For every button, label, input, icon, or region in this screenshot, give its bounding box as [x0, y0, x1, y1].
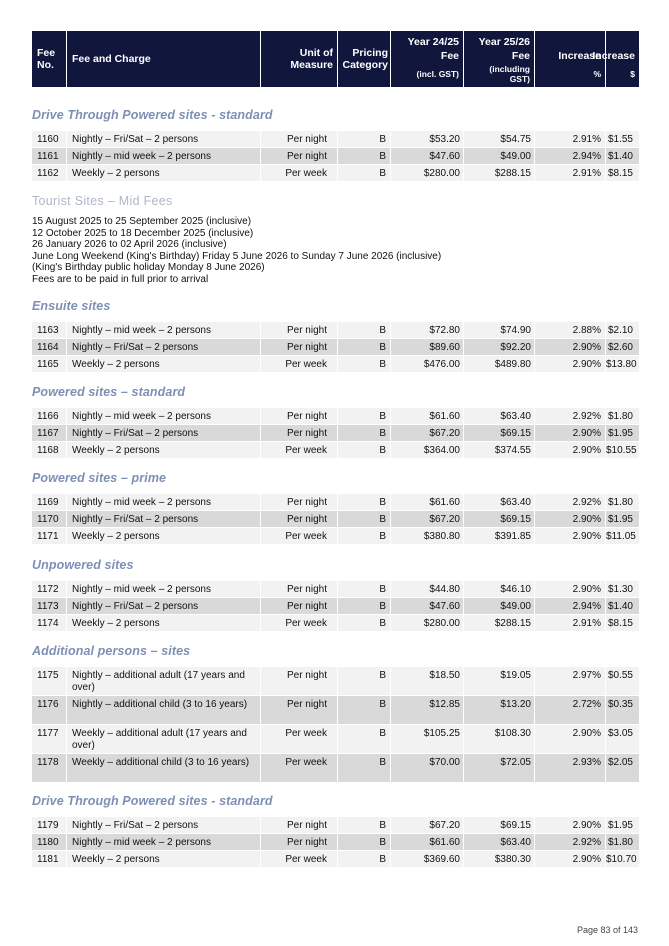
section-heading: Additional persons – sites: [32, 644, 191, 658]
unit-of-measure: Per night: [261, 131, 337, 147]
pricing-category: B: [338, 581, 390, 597]
fee-no: 1175: [32, 667, 66, 695]
fee-no: 1180: [32, 834, 66, 850]
fee-description: Weekly – additional child (3 to 16 years): [67, 754, 260, 782]
table-row: [32, 425, 639, 441]
unit-of-measure: Per week: [261, 528, 337, 544]
table-row: [32, 667, 639, 695]
fee-description: Weekly – 2 persons: [67, 442, 260, 458]
table-row: [32, 408, 639, 424]
table-row: [32, 725, 639, 753]
fee-no: 1174: [32, 615, 66, 631]
fee-2425: $380.80: [391, 528, 463, 544]
increase-pct: 2.91%: [535, 615, 605, 631]
fee-no: 1168: [32, 442, 66, 458]
increase-dol: $3.05: [606, 725, 639, 753]
fee-no: 1177: [32, 725, 66, 753]
fee-no: 1170: [32, 511, 66, 527]
fee-2526: $49.00: [464, 598, 534, 614]
increase-dol: $1.30: [606, 581, 639, 597]
note-line: 15 August 2025 to 25 September 2025 (inclusive): [32, 216, 252, 227]
table-row: [32, 817, 639, 833]
fee-no: 1172: [32, 581, 66, 597]
fee-2425: $47.60: [391, 598, 463, 614]
header-pricing-category: Pricing Category: [338, 31, 390, 87]
fee-2526: $69.15: [464, 425, 534, 441]
fee-description: Nightly – Fri/Sat – 2 persons: [67, 511, 260, 527]
table-row: [32, 356, 639, 372]
fee-no: 1176: [32, 696, 66, 724]
section-heading: Powered sites – prime: [32, 471, 167, 485]
section-heading: Powered sites – standard: [32, 385, 186, 399]
increase-pct: 2.72%: [535, 696, 605, 724]
fee-description: Nightly – Fri/Sat – 2 persons: [67, 425, 260, 441]
page-number: Page 83 of 143: [576, 925, 638, 935]
pricing-category: B: [338, 165, 390, 181]
section-heading: Drive Through Powered sites - standard: [32, 108, 273, 122]
unit-of-measure: Per week: [261, 442, 337, 458]
increase-dol: $2.05: [606, 754, 639, 782]
pricing-category: B: [338, 131, 390, 147]
increase-dol: $1.40: [606, 148, 639, 164]
pricing-category: B: [338, 356, 390, 372]
fee-2425: $47.60: [391, 148, 463, 164]
table-header: [32, 31, 639, 87]
increase-pct: 2.91%: [535, 131, 605, 147]
fee-2526: $49.00: [464, 148, 534, 164]
increase-pct: 2.92%: [535, 408, 605, 424]
increase-pct: 2.90%: [535, 528, 605, 544]
fee-description: Weekly – 2 persons: [67, 165, 260, 181]
header-increase-pct: Increase %: [535, 31, 605, 87]
table-row: [32, 165, 639, 181]
season-notes: [32, 216, 441, 286]
note-line: June Long Weekend (King's Birthday) Friday 5 June 2026 to Sunday 7 June 2026 (inclusive): [32, 250, 442, 262]
fee-2526: $54.75: [464, 131, 534, 147]
fee-2425: $12.85: [391, 696, 463, 724]
fee-2425: $364.00: [391, 442, 463, 458]
fee-2425: $89.60: [391, 339, 463, 355]
header-fee-no: Fee No.: [32, 31, 66, 87]
increase-pct: 2.92%: [535, 494, 605, 510]
increase-dol: $1.55: [606, 131, 639, 147]
fee-2526: $69.15: [464, 511, 534, 527]
increase-dol: $1.80: [606, 834, 639, 850]
fee-description: Weekly – 2 persons: [67, 615, 260, 631]
fee-2425: $476.00: [391, 356, 463, 372]
pricing-category: B: [338, 322, 390, 338]
fee-no: 1181: [32, 851, 66, 867]
pricing-category: B: [338, 339, 390, 355]
pricing-category: B: [338, 667, 390, 695]
fee-description: Nightly – Fri/Sat – 2 persons: [67, 339, 260, 355]
pricing-category: B: [338, 528, 390, 544]
fee-no: 1165: [32, 356, 66, 372]
note-line: 12 October 2025 to 18 December 2025 (inclusive): [32, 227, 254, 239]
fee-2425: $61.60: [391, 408, 463, 424]
fee-2425: $67.20: [391, 817, 463, 833]
fee-description: Nightly – mid week – 2 persons: [67, 322, 260, 338]
fee-2526: $391.85: [464, 528, 534, 544]
fee-2526: $19.05: [464, 667, 534, 695]
unit-of-measure: Per night: [261, 511, 337, 527]
fee-description: Nightly – Fri/Sat – 2 persons: [67, 598, 260, 614]
fee-2425: $61.60: [391, 834, 463, 850]
fee-2425: $61.60: [391, 494, 463, 510]
increase-dol: $0.55: [606, 667, 639, 695]
fee-description: Nightly – mid week – 2 persons: [67, 408, 260, 424]
increase-pct: 2.94%: [535, 148, 605, 164]
unit-of-measure: Per night: [261, 408, 337, 424]
fee-description: Nightly – mid week – 2 persons: [67, 581, 260, 597]
header-unit-of-measure: Unit of Measure: [261, 31, 337, 87]
unit-of-measure: Per night: [261, 598, 337, 614]
fee-2526: $108.30: [464, 725, 534, 753]
increase-dol: $8.15: [606, 165, 639, 181]
increase-pct: 2.92%: [535, 834, 605, 850]
pricing-category: B: [338, 442, 390, 458]
fee-2425: $53.20: [391, 131, 463, 147]
increase-pct: 2.88%: [535, 322, 605, 338]
table-row: [32, 598, 639, 614]
table-row: [32, 696, 639, 724]
unit-of-measure: Per week: [261, 754, 337, 782]
fee-description: Nightly – mid week – 2 persons: [67, 148, 260, 164]
fee-no: 1178: [32, 754, 66, 782]
increase-pct: 2.90%: [535, 356, 605, 372]
fee-description: Nightly – additional child (3 to 16 years): [67, 696, 260, 724]
header-increase-dol: Increase $: [606, 31, 639, 87]
increase-dol: $1.80: [606, 408, 639, 424]
increase-dol: $0.35: [606, 696, 639, 724]
pricing-category: B: [338, 754, 390, 782]
pricing-category: B: [338, 834, 390, 850]
fee-2526: $72.05: [464, 754, 534, 782]
increase-pct: 2.90%: [535, 725, 605, 753]
fee-description: Nightly – additional adult (17 years and over): [67, 667, 260, 695]
fee-2526: $46.10: [464, 581, 534, 597]
unit-of-measure: Per night: [261, 148, 337, 164]
increase-pct: 2.90%: [535, 851, 605, 867]
fee-2526: $69.15: [464, 817, 534, 833]
unit-of-measure: Per night: [261, 581, 337, 597]
increase-pct: 2.94%: [535, 598, 605, 614]
table-row: [32, 851, 639, 867]
unit-of-measure: Per night: [261, 425, 337, 441]
increase-pct: 2.93%: [535, 754, 605, 782]
pricing-category: B: [338, 615, 390, 631]
pricing-category: B: [338, 494, 390, 510]
unit-of-measure: Per week: [261, 851, 337, 867]
increase-pct: 2.90%: [535, 511, 605, 527]
fee-2526: $489.80: [464, 356, 534, 372]
unit-of-measure: Per night: [261, 696, 337, 724]
increase-dol: $11.05: [606, 528, 639, 544]
fee-no: 1163: [32, 322, 66, 338]
table-row: [32, 511, 639, 527]
pricing-category: B: [338, 511, 390, 527]
increase-dol: $10.70: [606, 851, 639, 867]
header-year-2526: Year 25/26 Fee (including GST): [464, 31, 534, 87]
fee-no: 1160: [32, 131, 66, 147]
increase-dol: $10.55: [606, 442, 639, 458]
fee-2425: $280.00: [391, 165, 463, 181]
fee-2526: $92.20: [464, 339, 534, 355]
section-heading: Ensuite sites: [32, 299, 111, 313]
increase-dol: $1.80: [606, 494, 639, 510]
fee-description: Nightly – mid week – 2 persons: [67, 494, 260, 510]
pricing-category: B: [338, 408, 390, 424]
table-row: [32, 322, 639, 338]
table-row: [32, 754, 639, 782]
fee-2425: $72.80: [391, 322, 463, 338]
fee-2526: $63.40: [464, 834, 534, 850]
fee-description: Weekly – 2 persons: [67, 528, 260, 544]
increase-dol: $1.40: [606, 598, 639, 614]
pricing-category: B: [338, 725, 390, 753]
table-row: [32, 494, 639, 510]
unit-of-measure: Per night: [261, 817, 337, 833]
unit-of-measure: Per week: [261, 165, 337, 181]
fee-no: 1179: [32, 817, 66, 833]
increase-pct: 2.90%: [535, 581, 605, 597]
fee-description: Nightly – Fri/Sat – 2 persons: [67, 131, 260, 147]
fee-no: 1162: [32, 165, 66, 181]
table-row: [32, 131, 639, 147]
increase-pct: 2.90%: [535, 425, 605, 441]
table-row: [32, 528, 639, 544]
fee-2425: $18.50: [391, 667, 463, 695]
fee-2425: $280.00: [391, 615, 463, 631]
fee-2425: $369.60: [391, 851, 463, 867]
pricing-category: B: [338, 598, 390, 614]
fee-description: Nightly – Fri/Sat – 2 persons: [67, 817, 260, 833]
unit-of-measure: Per night: [261, 667, 337, 695]
unit-of-measure: Per night: [261, 339, 337, 355]
fee-2526: $74.90: [464, 322, 534, 338]
table-row: [32, 148, 639, 164]
unit-of-measure: Per night: [261, 322, 337, 338]
note-line: Fees are to be paid in full prior to arrival: [32, 273, 209, 285]
note-line: (King's Birthday public holiday Monday 8 June 2026): [32, 262, 265, 274]
increase-pct: 2.90%: [535, 442, 605, 458]
section-heading: Unpowered sites: [32, 558, 134, 572]
increase-dol: $1.95: [606, 511, 639, 527]
increase-dol: $13.80: [606, 356, 639, 372]
increase-pct: 2.90%: [535, 339, 605, 355]
fee-2425: $44.80: [391, 581, 463, 597]
pricing-category: B: [338, 148, 390, 164]
fee-2425: $67.20: [391, 511, 463, 527]
header-year-2425: Year 24/25 Fee (incl. GST): [391, 31, 463, 87]
fee-no: 1164: [32, 339, 66, 355]
fee-no: 1161: [32, 148, 66, 164]
fee-2526: $380.30: [464, 851, 534, 867]
fee-no: 1167: [32, 425, 66, 441]
pricing-category: B: [338, 817, 390, 833]
unit-of-measure: Per week: [261, 615, 337, 631]
fee-2526: $288.15: [464, 615, 534, 631]
increase-dol: $1.95: [606, 817, 639, 833]
fee-2526: $63.40: [464, 408, 534, 424]
table-row: [32, 615, 639, 631]
fee-2526: $374.55: [464, 442, 534, 458]
tourist-sites-heading: Tourist Sites – Mid Fees: [32, 194, 173, 208]
fee-no: 1173: [32, 598, 66, 614]
increase-dol: $2.60: [606, 339, 639, 355]
fee-no: 1169: [32, 494, 66, 510]
fee-no: 1166: [32, 408, 66, 424]
pricing-category: B: [338, 425, 390, 441]
section-heading: Drive Through Powered sites - standard: [32, 794, 273, 808]
increase-dol: $1.95: [606, 425, 639, 441]
pricing-category: B: [338, 851, 390, 867]
fee-no: 1171: [32, 528, 66, 544]
fee-2425: $67.20: [391, 425, 463, 441]
table-row: [32, 581, 639, 597]
fee-description: Weekly – additional adult (17 years and over): [67, 725, 260, 753]
fee-2526: $288.15: [464, 165, 534, 181]
fee-description: Weekly – 2 persons: [67, 851, 260, 867]
table-row: [32, 442, 639, 458]
increase-dol: $8.15: [606, 615, 639, 631]
fee-2425: $105.25: [391, 725, 463, 753]
fee-description: Weekly – 2 persons: [67, 356, 260, 372]
header-fee-and-charge: Fee and Charge: [67, 31, 260, 87]
increase-pct: 2.91%: [535, 165, 605, 181]
fee-description: Nightly – mid week – 2 persons: [67, 834, 260, 850]
unit-of-measure: Per night: [261, 494, 337, 510]
unit-of-measure: Per week: [261, 356, 337, 372]
table-row: [32, 339, 639, 355]
note-line: 26 January 2026 to 02 April 2026 (inclusive): [32, 239, 227, 251]
increase-pct: 2.90%: [535, 817, 605, 833]
unit-of-measure: Per night: [261, 834, 337, 850]
increase-dol: $2.10: [606, 322, 639, 338]
unit-of-measure: Per week: [261, 725, 337, 753]
pricing-category: B: [338, 696, 390, 724]
increase-pct: 2.97%: [535, 667, 605, 695]
table-row: [32, 834, 639, 850]
fee-2526: $13.20: [464, 696, 534, 724]
fee-2425: $70.00: [391, 754, 463, 782]
fee-2526: $63.40: [464, 494, 534, 510]
